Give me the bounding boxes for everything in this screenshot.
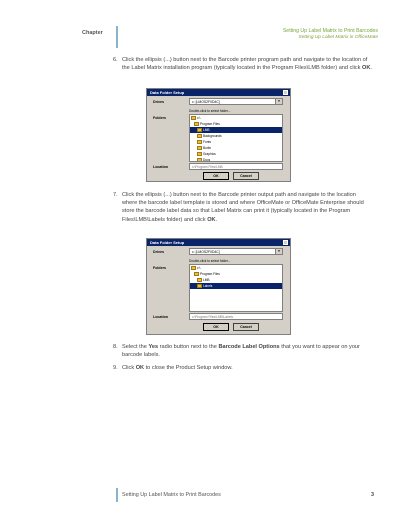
page-number: 3	[371, 492, 374, 498]
dialog-titlebar: Data Folder Setup	[147, 239, 290, 246]
folder-icon	[197, 134, 202, 138]
step-number: 7.	[113, 192, 118, 198]
data-folder-setup-dialog	[146, 88, 291, 182]
folders-label: Folders	[153, 116, 166, 120]
folder-hint: Double-click to select folder...	[189, 109, 231, 113]
dialog-titlebar: Data Folder Setup	[147, 89, 290, 96]
chevron-down-icon: ▼	[275, 249, 282, 254]
folder-item[interactable]: Fonts	[190, 139, 282, 145]
folder-icon	[197, 152, 202, 156]
footer-divider	[116, 488, 118, 502]
location-field[interactable]: c:\Program Files\LMB\Labels	[189, 313, 283, 320]
cancel-button[interactable]: Cancel	[233, 323, 259, 331]
close-icon[interactable]	[283, 240, 288, 245]
chevron-down-icon: ▼	[275, 99, 282, 104]
location-field[interactable]: c:\Program Files\LMB	[189, 163, 283, 170]
drives-label: Drives	[153, 100, 164, 104]
header-subtitle: Setting Up Label Matrix in OfficeMate	[298, 35, 378, 40]
folder-item[interactable]: LMB	[190, 127, 282, 133]
location-label: Location	[153, 165, 168, 169]
step-number: 6.	[113, 57, 118, 63]
folder-item[interactable]: c:\	[190, 115, 282, 121]
folders-label: Folders	[153, 266, 166, 270]
folder-icon	[197, 158, 202, 162]
step-6: 6. Click the ellipsis (...) button next to the Barcode printer program path and navigate to the location of the Label Matrix installation program (typically located in the Program Files\LMB folder) and click OK.	[113, 57, 372, 72]
folder-item[interactable]: Burlin	[190, 145, 282, 151]
folder-hint: Double-click to select folder...	[189, 259, 231, 263]
step-7: 7. Click the ellipsis (...) button next to the Barcode printer output path and navigate to the location where the barcode label template is stored and where OfficeMate or OfficeMate Enterprise should store the barcode label data so that Label Matrix can print it (typically located in the Program Files\LMB\Labels folder) and click OK.	[113, 192, 364, 223]
ok-button[interactable]: OK	[203, 323, 229, 331]
folder-icon	[194, 122, 199, 126]
folder-item[interactable]: LMB	[190, 277, 282, 283]
step-number: 9.	[113, 365, 118, 371]
folder-item[interactable]: Graphics	[190, 151, 282, 157]
folder-icon	[191, 266, 196, 270]
step-8: 8. Select the Yes radio button next to the Barcode Label Options that you want to appear on your barcode labels.	[113, 344, 360, 359]
folder-item[interactable]: Labels	[190, 283, 282, 289]
close-icon[interactable]	[283, 90, 288, 95]
header-divider	[116, 26, 118, 48]
step-9: 9. Click OK to close the Product Setup window.	[113, 365, 233, 371]
location-label: Location	[153, 315, 168, 319]
step-number: 8.	[113, 344, 118, 350]
folder-icon	[197, 146, 202, 150]
folder-icon	[191, 116, 196, 120]
folders-list[interactable]	[189, 114, 283, 162]
folder-icon	[197, 140, 202, 144]
folder-icon	[194, 272, 199, 276]
drives-dropdown[interactable]: c: [LMOS2F0D4C] ▼	[189, 248, 283, 255]
cancel-button[interactable]: Cancel	[233, 172, 259, 180]
folder-icon	[197, 128, 202, 132]
folder-item[interactable]: c:\	[190, 265, 282, 271]
drives-label: Drives	[153, 250, 164, 254]
header-title: Setting Up Label Matrix to Print Barcodes	[282, 28, 378, 34]
data-folder-setup-dialog	[146, 238, 291, 335]
chapter-label: Chapter	[82, 30, 103, 36]
folder-icon	[197, 278, 202, 282]
folder-item[interactable]: Docs	[190, 157, 282, 162]
footer-title: Setting Up Label Matrix to Print Barcodes	[122, 492, 221, 498]
ok-button[interactable]: OK	[203, 172, 229, 180]
drives-dropdown[interactable]: c: [LMOS2F0D4C] ▼	[189, 98, 283, 105]
folders-list[interactable]	[189, 264, 283, 312]
folder-icon	[197, 284, 202, 288]
folder-item[interactable]: Program Files	[190, 271, 282, 277]
folder-item[interactable]: Program Files	[190, 121, 282, 127]
folder-item[interactable]: Backgrounds	[190, 133, 282, 139]
